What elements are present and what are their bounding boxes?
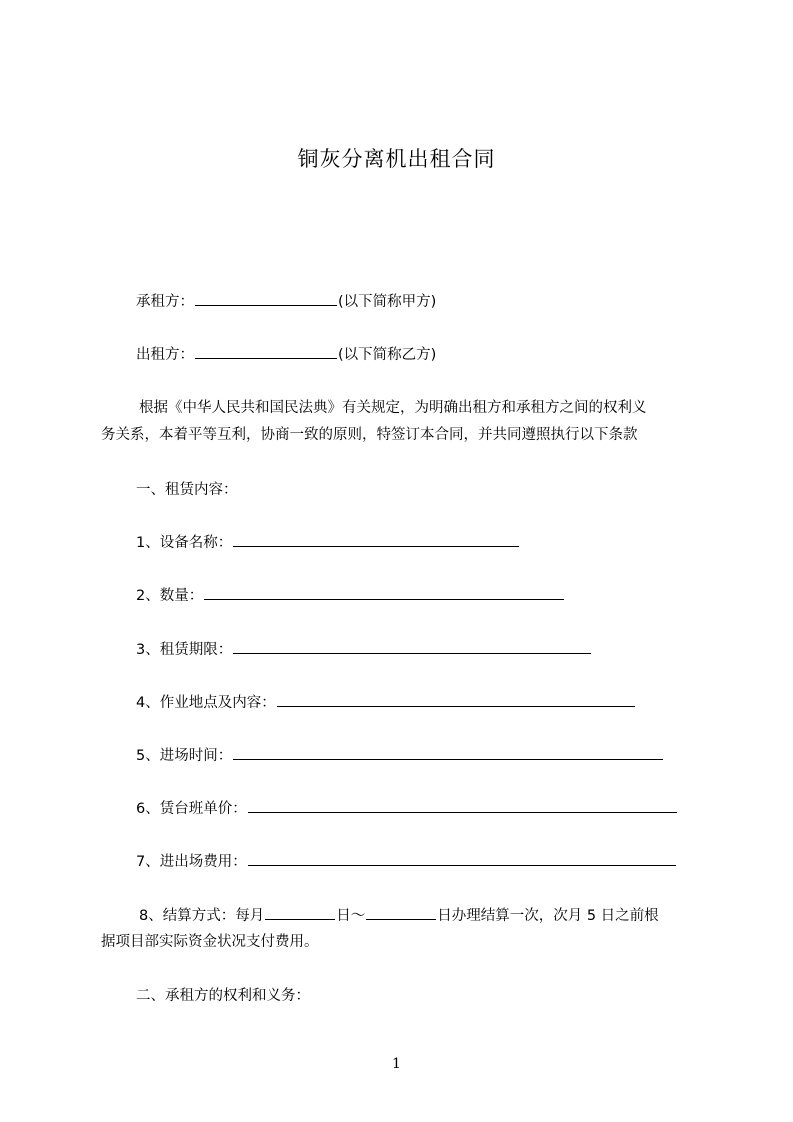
settlement-mid: 日～ (336, 908, 366, 924)
lessee-blank (195, 291, 337, 306)
item-unit-price (136, 798, 678, 819)
item-label: 4、作业地点及内容： (136, 695, 276, 711)
item-equipment-name (136, 532, 520, 553)
page-number: 1 (392, 1056, 401, 1072)
unit-price-blank (248, 798, 677, 813)
item-label: 3、租赁期限： (136, 642, 233, 658)
item-entry-exit-fee (136, 851, 677, 872)
lessee-line (136, 291, 436, 312)
lessee-label: 承租方： (136, 294, 194, 310)
work-site-blank (277, 692, 635, 707)
settlement-line-2: 据项目部实际资金状况支付费用。 (101, 934, 319, 950)
intro-line-1: 根据《中华人民共和国民法典》有关规定，为明确出租方和承租方之间的权利义 (139, 400, 647, 416)
item-lease-term (136, 639, 592, 660)
item-work-site (136, 692, 636, 713)
settlement-day-blank-2 (366, 905, 436, 920)
lessor-note: (以下简称乙方) (338, 347, 437, 363)
settlement-suffix: 日办理结算一次，次月 5 日之前根 (437, 908, 659, 924)
lessor-blank (195, 344, 337, 359)
settlement-day-blank-1 (265, 905, 335, 920)
equipment-name-blank (233, 532, 519, 547)
item-label: 2、数量： (136, 588, 204, 604)
quantity-blank (204, 585, 564, 600)
settlement-line-1 (139, 905, 659, 926)
lease-term-blank (233, 639, 591, 654)
intro-line-2: 务关系，本着平等互利，协商一致的原则，特签订本合同，并共同遵照执行以下条款 (101, 427, 638, 443)
lessee-note: (以下简称甲方) (338, 294, 437, 310)
item-entry-time (136, 745, 664, 766)
lessor-line (136, 344, 436, 365)
item-label: 6、赁台班单价： (136, 801, 247, 817)
lessor-label: 出租方： (136, 347, 194, 363)
section-2-heading: 二、承租方的权利和义务： (136, 988, 310, 1004)
section-1-heading: 一、租赁内容： (136, 482, 238, 498)
settlement-prefix: 8、结算方式：每月 (139, 908, 265, 924)
item-label: 5、进场时间： (136, 748, 233, 764)
document-title: 铜灰分离机出租合同 (297, 147, 496, 171)
item-label: 7、进出场费用： (136, 854, 247, 870)
item-quantity (136, 585, 565, 606)
entry-time-blank (233, 745, 663, 760)
item-label: 1、设备名称： (136, 535, 233, 551)
entry-exit-fee-blank (248, 851, 676, 866)
